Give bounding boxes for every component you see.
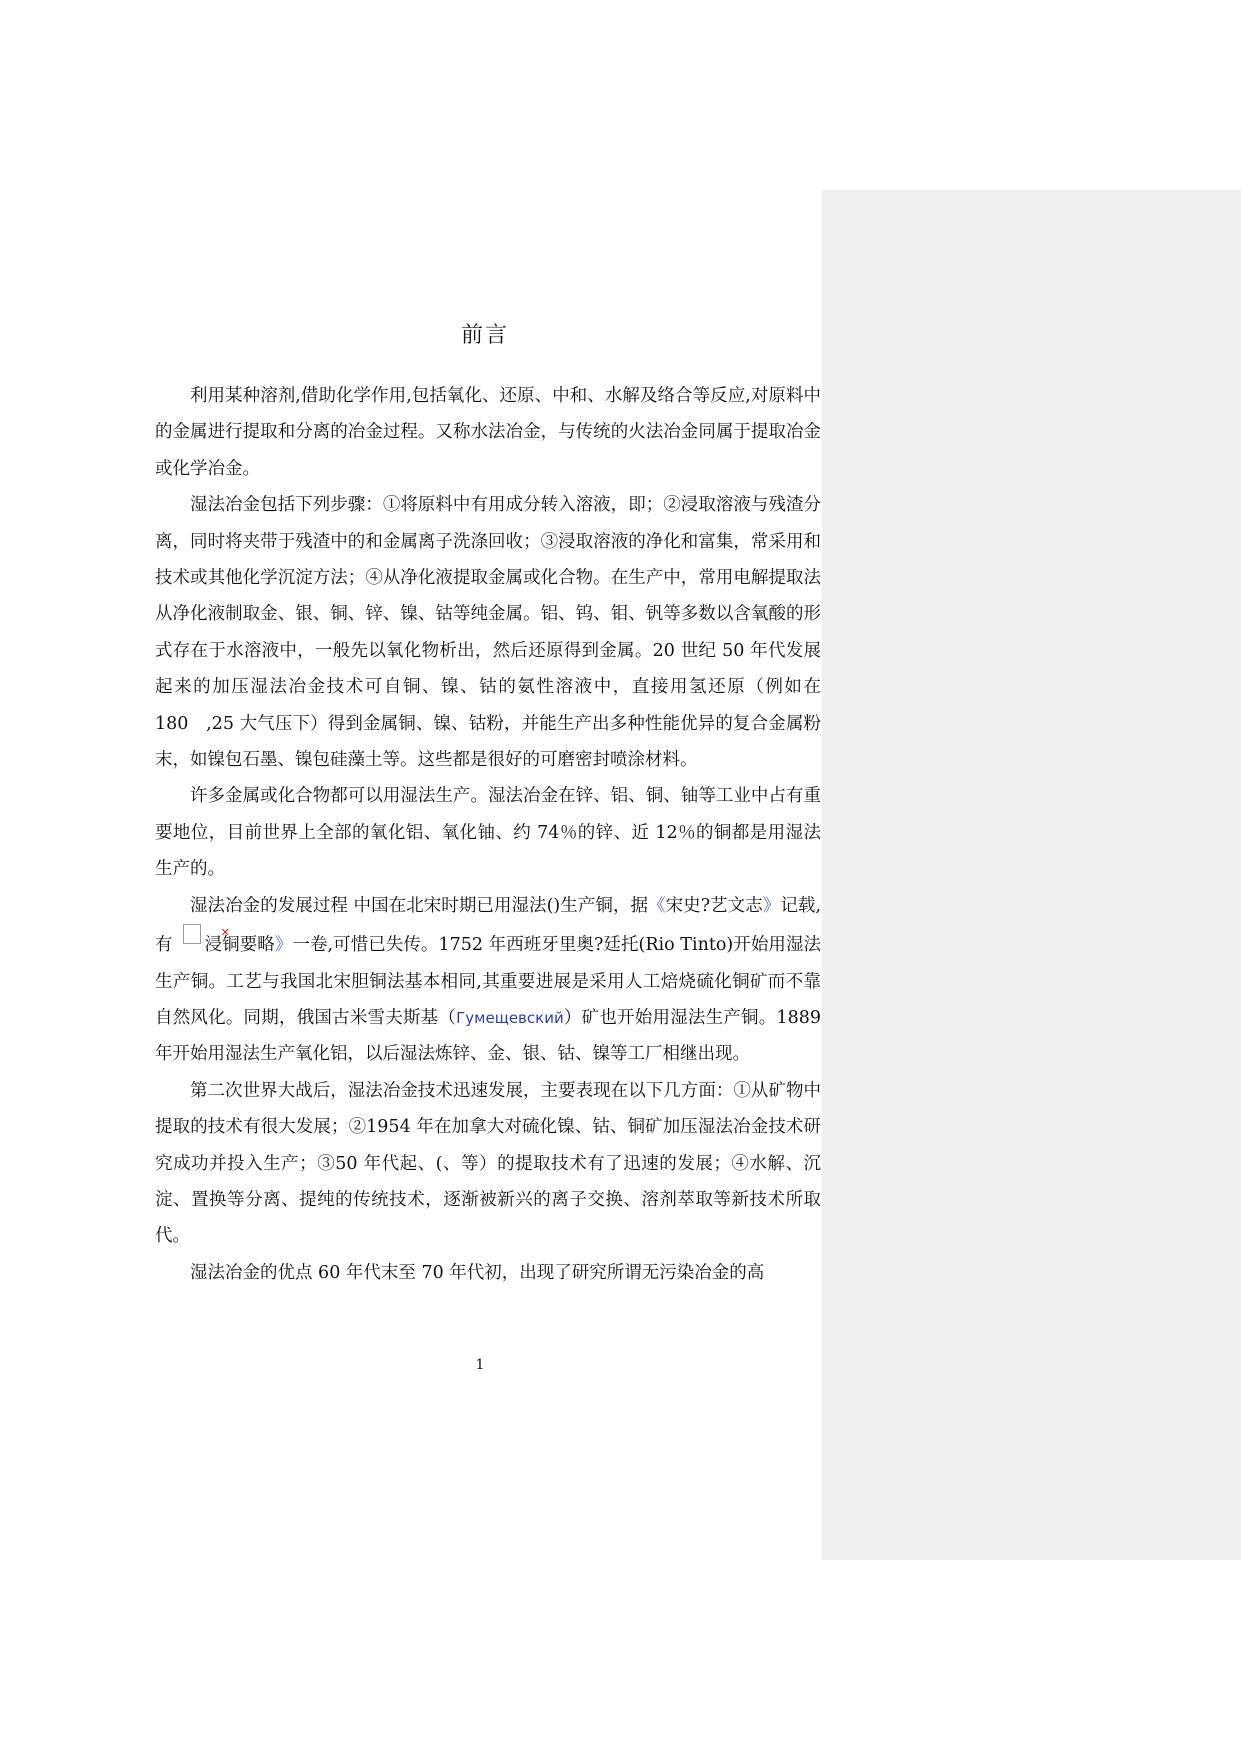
paragraph-3: 许多金属或化合物都可以用湿法生产。湿法冶金在锌、铝、铜、铀等工业中占有重要地位，目前世界上全部的氧化铝、氧化铀、约 74％的锌、近 12％的铜都是用湿法生产的。 xyxy=(155,786,821,880)
page-title: 前言 xyxy=(460,323,509,348)
paragraph-6: 湿法冶金的优点 60 年代末至 70 年代初，出现了研究所谓无污染冶金的高 xyxy=(190,1262,765,1283)
body-text xyxy=(155,378,821,1291)
paragraph-4-text-e: 一卷,可惜已失传。1752 年西班牙里奥?廷托(Rio Tinto)开始用湿法生产铜。工艺与我国北宋胆铜法基本相同,其重要进展是采用人工焙烧硫化铜矿而不靠自然风化。同期，俄国古米雪夫斯基（ xyxy=(155,935,822,1028)
paragraph-4 xyxy=(155,888,821,1073)
paragraph-4-text-a: 湿法冶金的发展过程 中国在北宋时期已用湿法()生产铜，据 xyxy=(190,895,649,916)
paragraph-4-text-c: 记载,有 xyxy=(155,895,822,956)
open-quote-mark: 《 xyxy=(648,895,666,916)
book-title-jintongyaolue: 浸铜要略 xyxy=(204,935,275,956)
book-title-songshi: 宋史?艺文志 xyxy=(665,895,763,916)
close-quote-mark: 》 xyxy=(762,895,781,916)
comment-margin-pane xyxy=(822,190,1241,1560)
paragraph-2: 湿法冶金包括下列步骤：①将原料中有用成分转入溶液，即；②浸取溶液与残渣分离，同时将夹带于残渣中的和金属离子洗涤回收；③浸取溶液的净化和富集，常采用和技术或其他化学沉淀方法；④从净化液提取金属或化合物。在生产中，常用电解提取法从净化液制取金、银、铜、锌、镍、钴等纯金属。铝、钨、钼、钒等多数以含氧酸的形式存在于水溶液中，一般先以氧化物析出，然后还原得到金属。20 世纪 50 年代发展起来的加压湿法冶金技术可自铜、镍、钴的氨性溶液中，直接用氢还原（例如在 180 ,25 大气压下）得到金属铜、镍、钴粉，并能生产出多种性能优异的复合金属粉末，如镍包石墨、镍包硅藻土等。这些都是很好的可磨密封喷涂材料。 xyxy=(155,495,821,771)
page-number: 1 xyxy=(475,1357,485,1373)
paragraph-4-text-f: ）矿也开始用湿法生产铜。1889 年开始用湿法生产氧化铝，以后湿法炼锌、金、银、钴、镍等工厂相继出现。 xyxy=(155,1007,822,1065)
paragraph-5: 第二次世界大战后，湿法冶金技术迅速发展，主要表现在以下几方面：①从矿物中提取的技术有很大发展；②1954 年在加拿大对硫化镍、钴、铜矿加压湿法冶金技术研究成功并投入生产；③50 年代起、(、等）的提取技术有了迅速的发展；④水解、沉淀、置换等分离、提纯的传统技术，逐渐被新兴的离子交换、溶剂萃取等新技术所取代。 xyxy=(155,1080,821,1247)
russian-mine-name: Гумещевский xyxy=(456,1008,564,1027)
broken-image-icon xyxy=(183,924,201,944)
close-quote-mark-2: 》 xyxy=(274,935,293,956)
paragraph-1: 利用某种溶剂,借助化学作用,包括氧化、还原、中和、水解及络合等反应,对原料中的金属进行提取和分离的冶金过程。又称水法冶金，与传统的火法冶金同属于提取冶金或化学冶金。 xyxy=(155,386,821,479)
